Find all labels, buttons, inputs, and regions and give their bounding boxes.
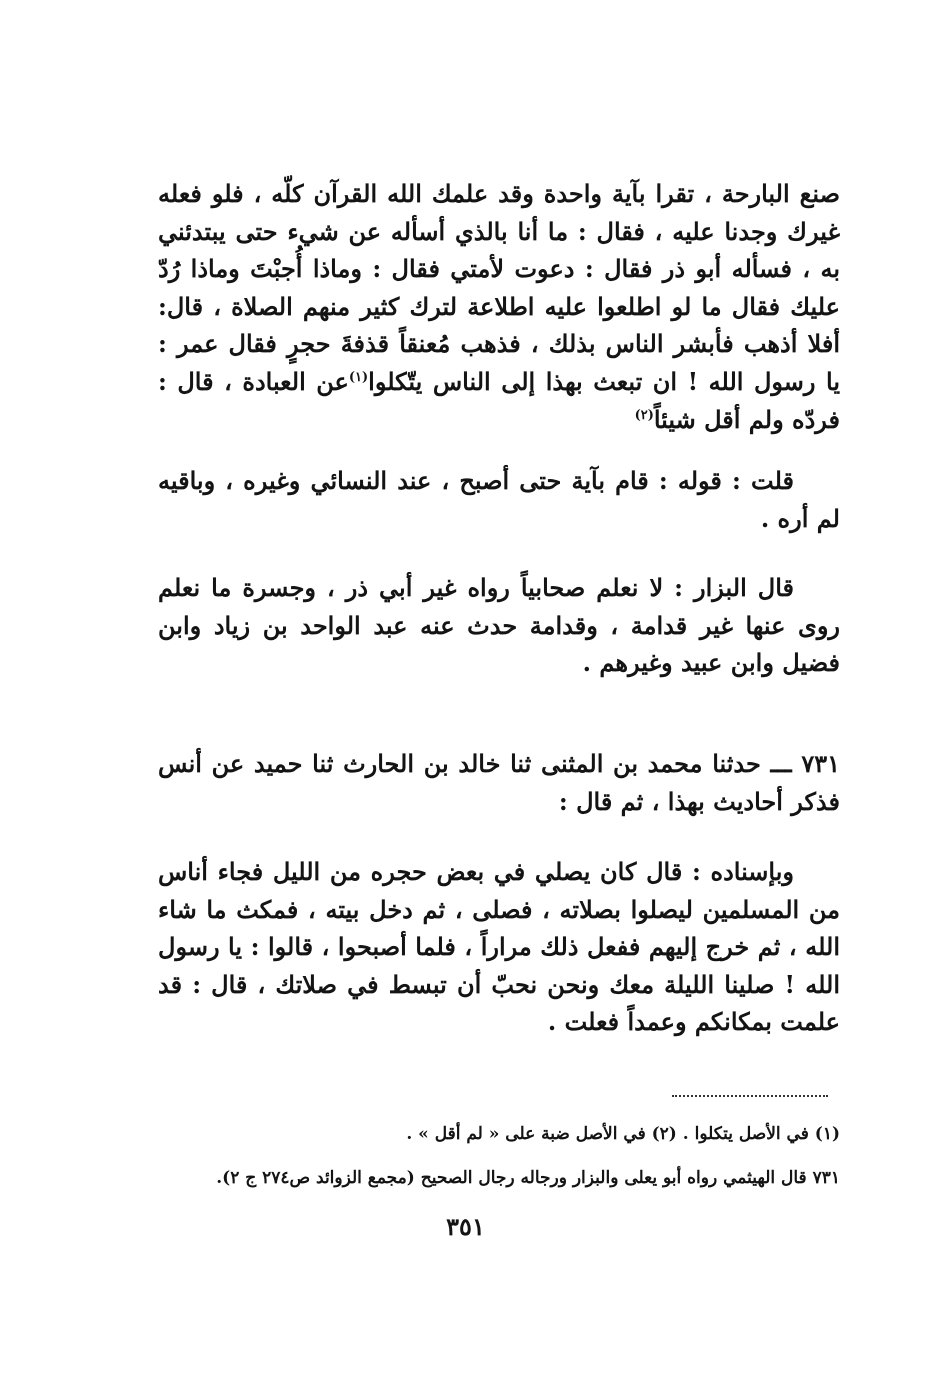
footnote-divider [672, 1095, 828, 1097]
footnote-line-1: (١) في الأصل يتكلوا . (٢) في الأصل ضبة على « لم أقل » . [406, 1124, 840, 1144]
paragraph-hadith-731: ٧٣١ ـــ حدثنا محمد بن المثنى ثنا خالد بن الحارث ثنا حميد عن أنس فذكر أحاديث بهذا ، ثم قال : [158, 749, 840, 816]
paragraph-hadith-731-text: وبإسناده : قال كان يصلي في بعض حجره من الليل فجاء أناس من المسلمين ليصلوا بصلاته ، فصلى ، ثم دخل بيته ، فمكث ما شاء الله ، ثم خرج إليهم ففعل ذلك مراراً ، فلما أصبحوا ، قالوا : يا رسول الله ! صلينا الليلة معك ونحن نحبّ أن تبسط في صلاتك ، قال : قد علمت بمكانكم وعمداً فعلت . [158, 857, 840, 1037]
footnote-marker-1: (١) [348, 369, 369, 385]
footnote-marker-2: (٢) [634, 407, 654, 423]
page-number: ٣٥١ [446, 1212, 485, 1241]
footnote-line-2: ٧٣١ قال الهيثمي رواه أبو يعلى والبزار ورجاله رجال الصحيح (مجمع الزوائد ص٢٧٤ ج ٢). [216, 1168, 840, 1188]
paragraph-author-note: قلت : قوله : قام بآية حتى أصبح ، عند النسائي وغيره ، وباقيه لم أره . [158, 466, 840, 533]
paragraph-text: صنع البارحة ، تقرا بآية واحدة وقد علمك الله القرآن كلّه ، فلو فعله غيرك وجدنا عليه ، فقال : ما أنا بالذي أسأله عن شيء حتى يبتدئني به ، فسأله أبو ذر فقال : دعوت لأمتي فقال : وماذا أُجبْتَ وماذا رُدّ عليك فقال ما لو اطلعوا عليه اطلاعة لترك كثير منهم الصلاة ، قال: أفلا أذهب فأبشر الناس بذلك ، فذهب مُعنقاً قذفةَ حجرٍ فقال عمر : يا رسول الله ! ان تبعث بهذا إلى الناس يتّكلوا [158, 179, 840, 396]
paragraph-text-tail: عن العبادة ، قال : فردّه ولم أقل شيئاً [158, 366, 840, 434]
paragraph-hadith-continuation [158, 175, 840, 438]
paragraph-bazzar-comment: قال البزار : لا نعلم صحابياً رواه غير أبي ذر ، وجسرة ما نعلم روى عنها غير قدامة ، وقدامة حدث عنه عبد الواحد بن زياد وابن فضيل وابن عبيد وغيرهم . [158, 573, 840, 678]
